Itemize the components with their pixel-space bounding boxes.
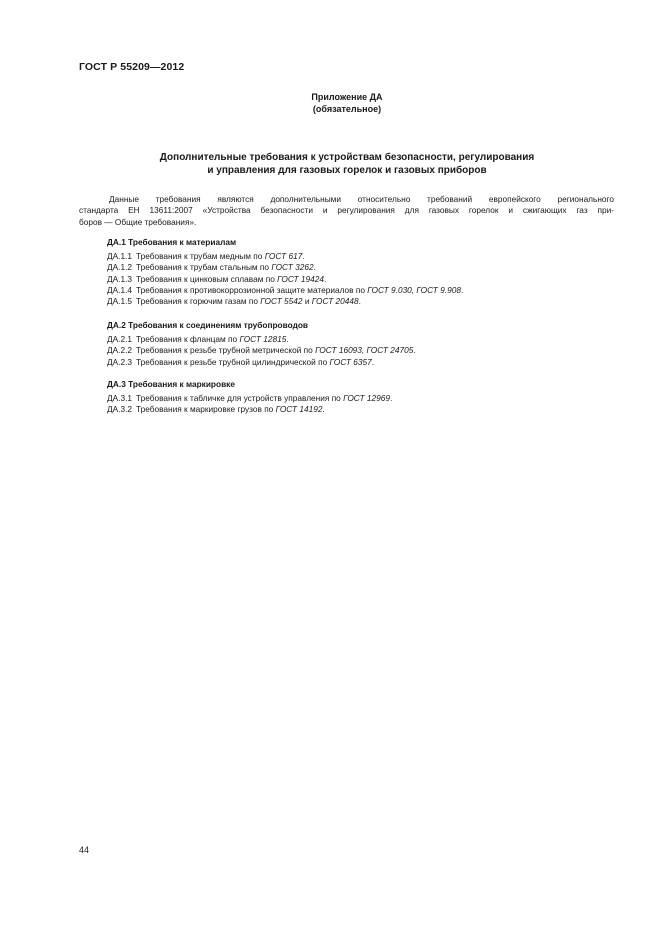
requirement-item (107, 296, 627, 307)
intro-line-1: Данные требования являются дополнительными относительно требований европейского регионального (109, 194, 614, 204)
section-pipe-connections (107, 320, 627, 368)
requirement-item (107, 334, 627, 345)
requirement-item (107, 404, 627, 415)
document-code: ГОСТ Р 55209—2012 (79, 61, 185, 73)
item-text: Требования к цинковым сплавам по (136, 273, 278, 284)
item-number: ДА.1.5 (107, 296, 132, 307)
page-number: 44 (79, 845, 90, 855)
item-tail: . (460, 284, 464, 295)
standard-reference: ГОСТ 617 (264, 251, 303, 262)
item-number: ДА.3.1 (107, 393, 132, 404)
item-conjunction: и (302, 296, 312, 307)
item-text: Требования к горючим газам по (136, 296, 261, 307)
item-tail: . (302, 251, 305, 262)
standard-reference: ГОСТ 16093, ГОСТ 24705 (315, 345, 414, 356)
item-text: Требования к фланцам по (136, 334, 240, 345)
standard-reference: ГОСТ 20448 (311, 296, 359, 307)
item-number: ДА.1.4 (107, 284, 132, 295)
standard-reference: ГОСТ 3262 (271, 262, 314, 273)
appendix-heading (0, 92, 661, 115)
title-line-2: и управления для газовых горелок и газовых приборов (207, 164, 487, 176)
appendix-title (0, 152, 661, 177)
item-number: ДА.3.2 (107, 404, 132, 415)
intro-paragraph (79, 194, 614, 228)
standard-reference: ГОСТ 12969 (343, 393, 390, 404)
requirement-item (107, 345, 627, 356)
section-materials (107, 237, 627, 307)
item-number: ДА.1.2 (107, 262, 132, 273)
standard-reference: ГОСТ 14192 (275, 404, 323, 415)
item-tail: . (313, 262, 316, 273)
section-heading: ДА.3 Требования к маркировке (107, 379, 235, 389)
appendix-status: (обязательное) (312, 103, 382, 114)
item-tail: . (323, 273, 327, 284)
item-tail: . (413, 345, 416, 356)
section-heading: ДА.2 Требования к соединениям трубопроводов (107, 320, 309, 330)
item-text: Требования к резьбе трубной метрической по (136, 345, 316, 356)
requirement-item (107, 251, 627, 262)
item-tail: . (322, 404, 325, 415)
item-number: ДА.2.2 (107, 345, 132, 356)
item-text: Требования к противокоррозионной защите материалов по (136, 284, 368, 295)
intro-line-2: стандарта ЕН 13611:2007 «Устройства безопасности и регулирования для газовых горелок и сжигающих газ при- (79, 205, 614, 216)
requirement-item (107, 357, 627, 368)
standard-reference: ГОСТ 12815 (239, 334, 287, 345)
standard-reference: ГОСТ 5542 (260, 296, 303, 307)
section-marking (107, 379, 627, 416)
item-text: Требования к резьбе трубной цилиндрической по (136, 356, 330, 367)
requirement-item (107, 285, 627, 296)
item-number: ДА.1.3 (107, 273, 132, 284)
requirement-item (107, 262, 627, 273)
item-tail: . (371, 356, 375, 367)
item-text: Требования к маркировке грузов по (136, 404, 276, 415)
item-text: Требования к табличке для устройств управления по (136, 393, 344, 404)
title-line-1: Дополнительные требования к устройствам безопасности, регулирования (159, 152, 535, 163)
section-heading: ДА.1 Требования к материалам (107, 237, 237, 247)
item-text: Требования к трубам медным по (136, 251, 265, 262)
requirement-item (107, 393, 627, 404)
requirement-item (107, 274, 627, 285)
item-number: ДА.2.1 (107, 334, 132, 345)
standard-reference: ГОСТ 9.030, ГОСТ 9.908 (367, 284, 461, 295)
item-tail: . (389, 393, 393, 404)
item-number: ДА.2.3 (107, 356, 132, 367)
standard-reference: ГОСТ 6357 (329, 356, 372, 367)
standard-reference: ГОСТ 19424 (277, 273, 324, 284)
item-tail: . (286, 334, 289, 345)
item-text: Требования к трубам стальным по (136, 262, 272, 273)
item-number: ДА.1.1 (107, 251, 132, 262)
appendix-label: Приложение ДА (311, 92, 383, 102)
intro-line-3: боров — Общие требования». (79, 216, 197, 227)
item-tail: . (358, 296, 361, 307)
